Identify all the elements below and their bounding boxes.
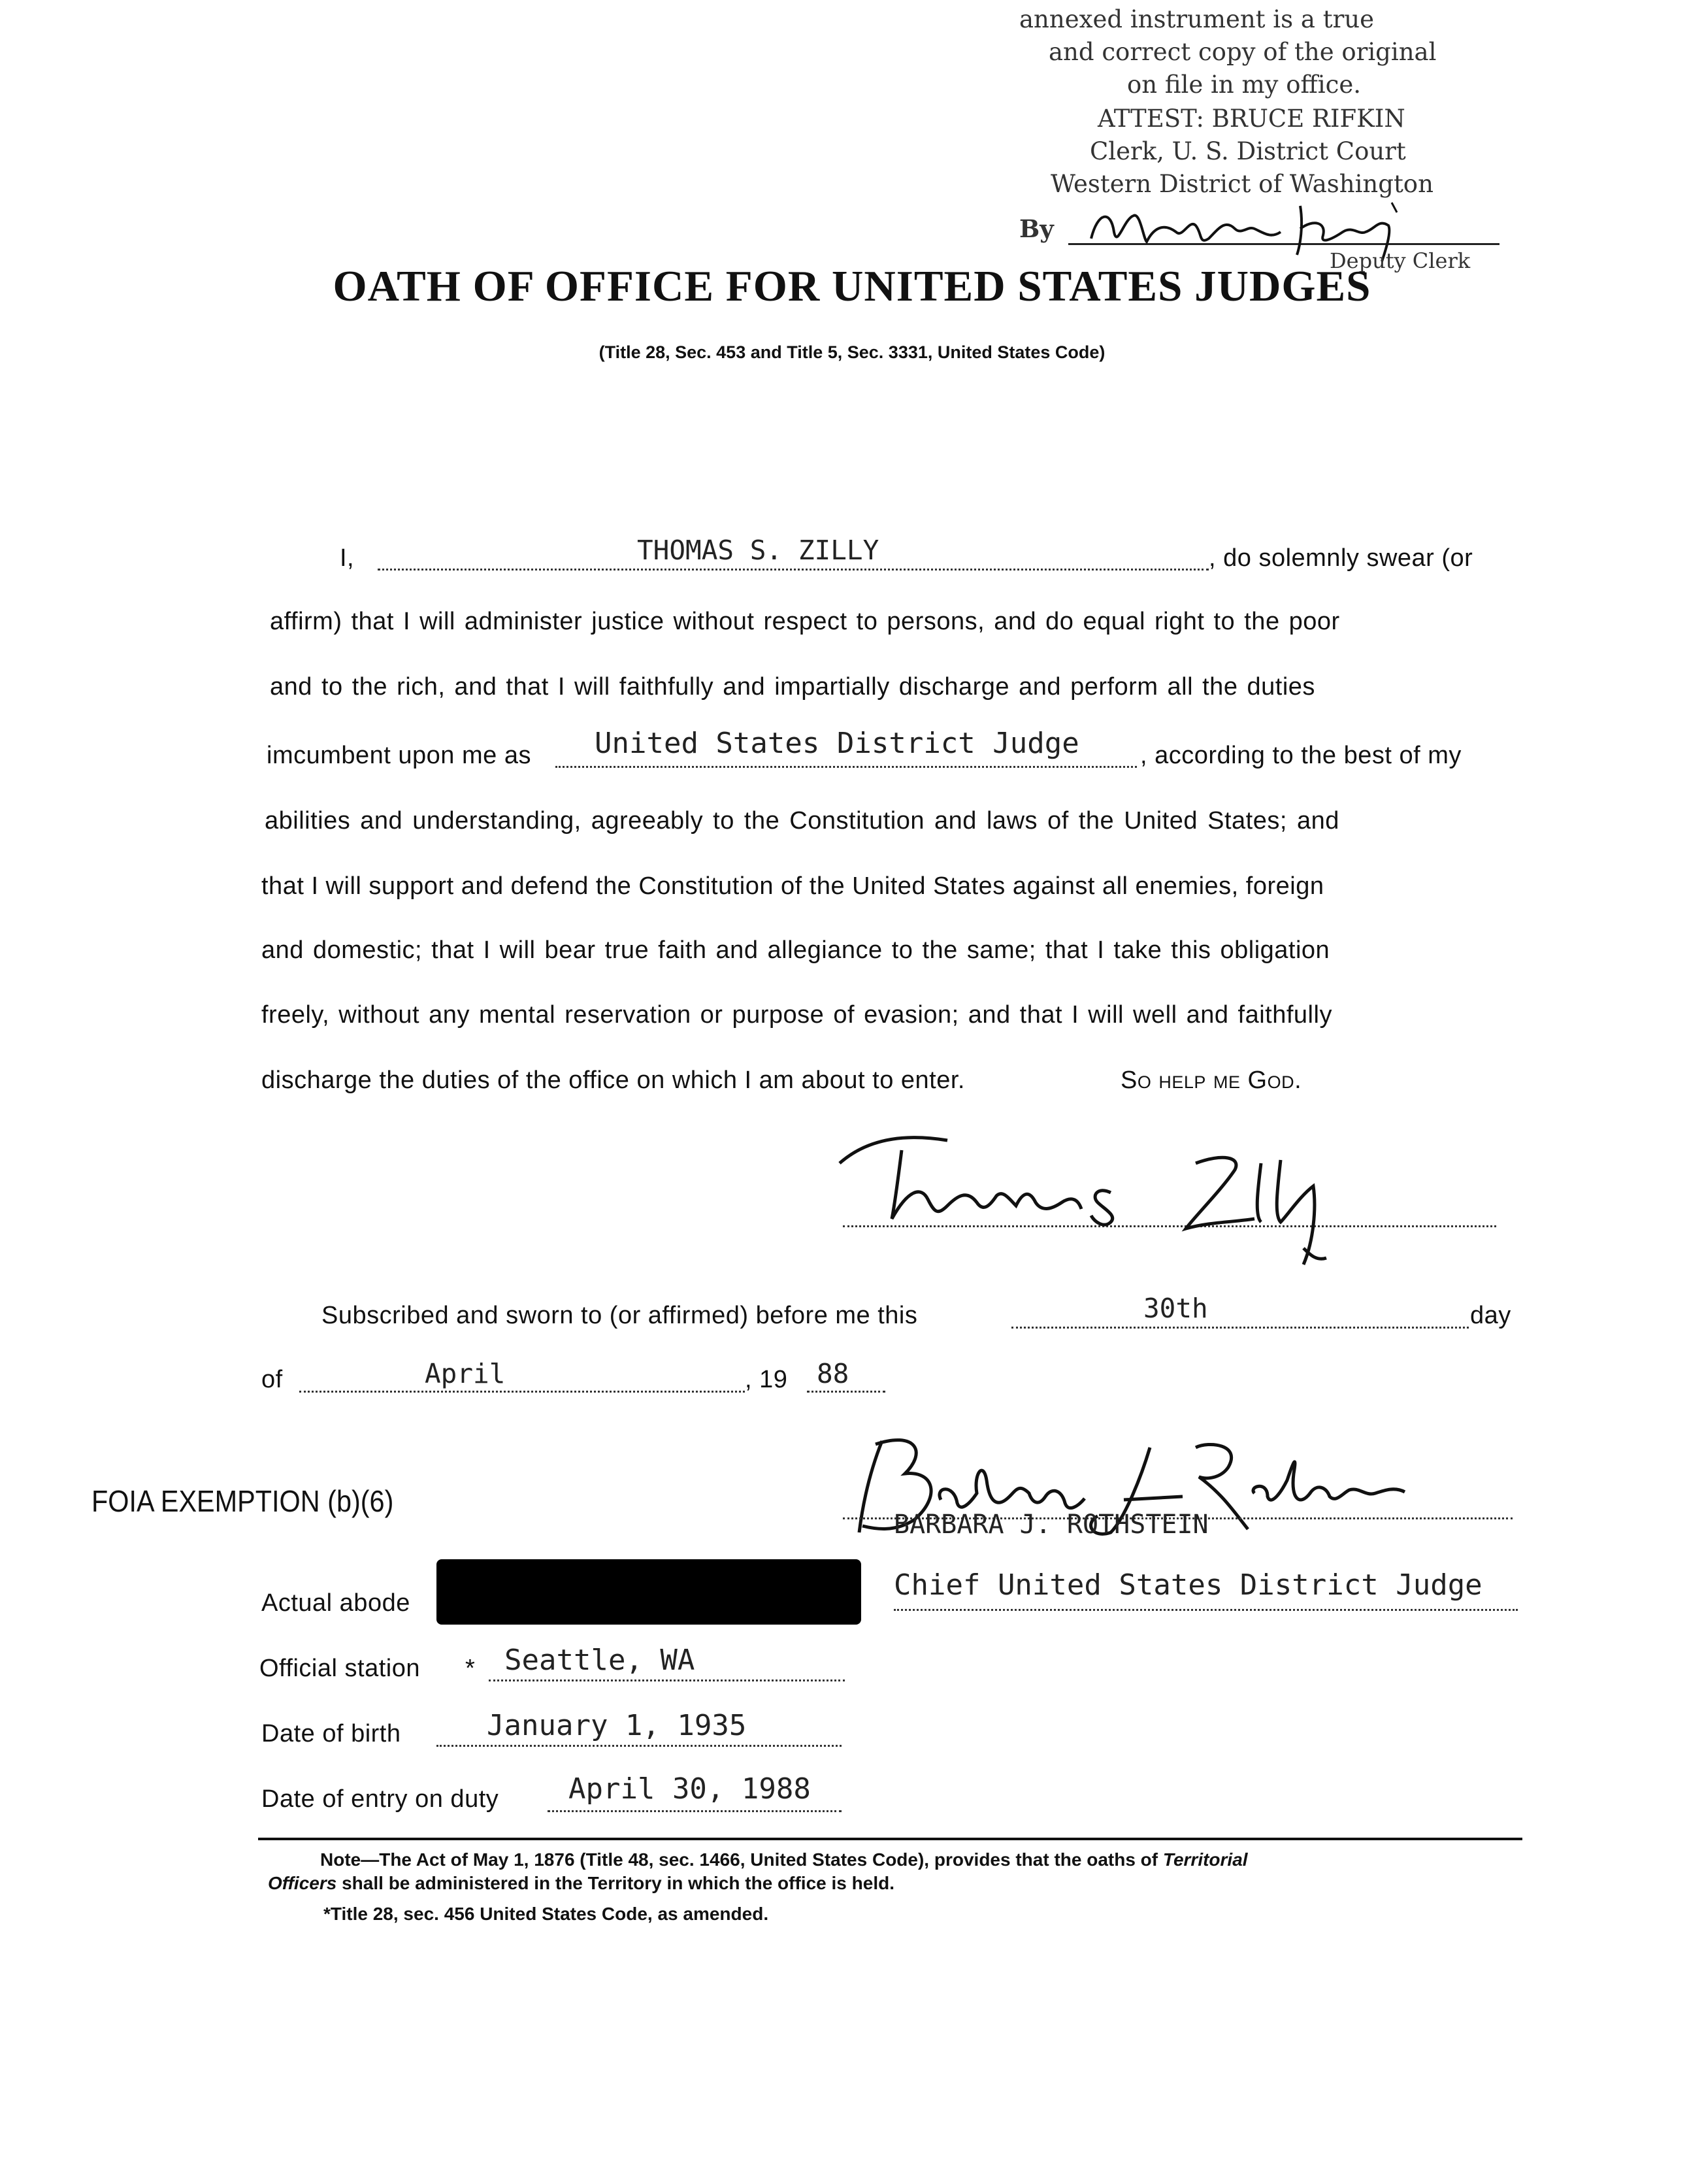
oath-line-2: affirm) that I will administer justice without respect to persons, and do equal right to the poor bbox=[270, 608, 1340, 635]
note-line-2 bbox=[268, 1873, 894, 1894]
affiant-name: THOMAS S. ZILLY bbox=[637, 535, 879, 566]
stamp-line-3: on file in my office. bbox=[1127, 71, 1361, 99]
stamp-line-4: ATTEST: BRUCE RIFKIN bbox=[1098, 105, 1405, 133]
page-subtitle: (Title 28, Sec. 453 and Title 5, Sec. 3331, United States Code) bbox=[598, 342, 1106, 362]
sworn-year: 88 bbox=[817, 1358, 849, 1389]
affiant-signature bbox=[830, 1124, 1392, 1274]
stamp-deputy-label: Deputy Clerk bbox=[1330, 248, 1471, 273]
name-dotted-line bbox=[378, 569, 1209, 571]
station-footnote-mark: * bbox=[465, 1655, 476, 1682]
entry-dotted-line bbox=[548, 1810, 842, 1812]
redaction-bar bbox=[436, 1559, 861, 1625]
administering-name: BARBARA J. ROTHSTEIN bbox=[894, 1510, 1209, 1540]
station-value: Seattle, WA bbox=[504, 1644, 695, 1677]
note-italic-officers: Officers bbox=[268, 1873, 337, 1893]
stamp-line-1: annexed instrument is a true bbox=[1019, 5, 1374, 33]
sworn-day: 30th bbox=[1143, 1293, 1208, 1324]
abode-label: Actual abode bbox=[261, 1589, 410, 1617]
note-line-1 bbox=[320, 1849, 1248, 1870]
birth-dotted-line bbox=[436, 1745, 842, 1747]
office-title: United States District Judge bbox=[595, 727, 1079, 760]
stamp-line-5: Clerk, U. S. District Court bbox=[1090, 137, 1406, 165]
foia-exemption-note: FOIA EXEMPTION (b)(6) bbox=[91, 1484, 394, 1518]
station-label: Official station bbox=[259, 1655, 420, 1682]
stamp-line-2: and correct copy of the original bbox=[1049, 38, 1437, 66]
year-prefix: , 19 bbox=[745, 1366, 788, 1393]
administering-title-line bbox=[894, 1609, 1518, 1611]
sworn-prefix: Subscribed and sworn to (or affirmed) before me this bbox=[321, 1302, 918, 1329]
sworn-month: April bbox=[425, 1358, 506, 1389]
oath-line-6: that I will support and defend the Constitution of the United States against all enemies, foreign bbox=[261, 872, 1324, 900]
oath-line-4-suffix: , according to the best of my bbox=[1140, 742, 1462, 769]
station-dotted-line bbox=[489, 1679, 845, 1681]
note-suffix: shall be administered in the Territory in which the office is held. bbox=[342, 1873, 894, 1893]
oath-line-5: abilities and understanding, agreeably to the Constitution and laws of the United States; and bbox=[265, 807, 1339, 835]
stamp-line-6: Western District of Washington bbox=[1051, 170, 1434, 198]
of-label: of bbox=[261, 1366, 283, 1393]
entry-value: April 30, 1988 bbox=[568, 1772, 811, 1806]
oath-line-8: freely, without any mental reservation or purpose of evasion; and that I will well and faithfully bbox=[261, 1001, 1332, 1029]
oath-line-1-suffix: , do solemnly swear (or bbox=[1209, 544, 1473, 572]
day-dotted-line bbox=[1011, 1327, 1469, 1329]
oath-line-4-prefix: imcumbent upon me as bbox=[267, 742, 531, 769]
asterisk-footnote: *Title 28, sec. 456 United States Code, as amended. bbox=[323, 1904, 769, 1924]
note-italic-territorial: Territorial bbox=[1162, 1849, 1248, 1870]
administering-title: Chief United States District Judge bbox=[894, 1568, 1483, 1602]
note-prefix: Note—The Act of May 1, 1876 (Title 48, sec. 1466, United States Code), provides that the oaths of bbox=[320, 1849, 1158, 1870]
stamp-by-label: By bbox=[1019, 214, 1054, 243]
birth-label: Date of birth bbox=[261, 1720, 401, 1747]
page-title: OATH OF OFFICE FOR UNITED STATES JUDGES bbox=[333, 262, 1371, 310]
month-dotted-line bbox=[299, 1391, 745, 1393]
birth-value: January 1, 1935 bbox=[487, 1709, 747, 1742]
day-label: day bbox=[1470, 1302, 1511, 1329]
oath-line-7: and domestic; that I will bear true faith and allegiance to the same; that I take this obligation bbox=[261, 936, 1330, 964]
oath-line-1-prefix: I, bbox=[340, 544, 355, 572]
office-dotted-line bbox=[555, 766, 1137, 768]
footnote-rule bbox=[258, 1838, 1522, 1840]
oath-line-3: and to the rich, and that I will faithfully and impartially discharge and perform all the duties bbox=[270, 673, 1315, 701]
oath-line-9: discharge the duties of the office on which I am about to enter. bbox=[261, 1067, 965, 1094]
entry-label: Date of entry on duty bbox=[261, 1785, 499, 1813]
year-dotted-line bbox=[807, 1391, 885, 1393]
oath-closing: So help me God. bbox=[1121, 1067, 1302, 1094]
